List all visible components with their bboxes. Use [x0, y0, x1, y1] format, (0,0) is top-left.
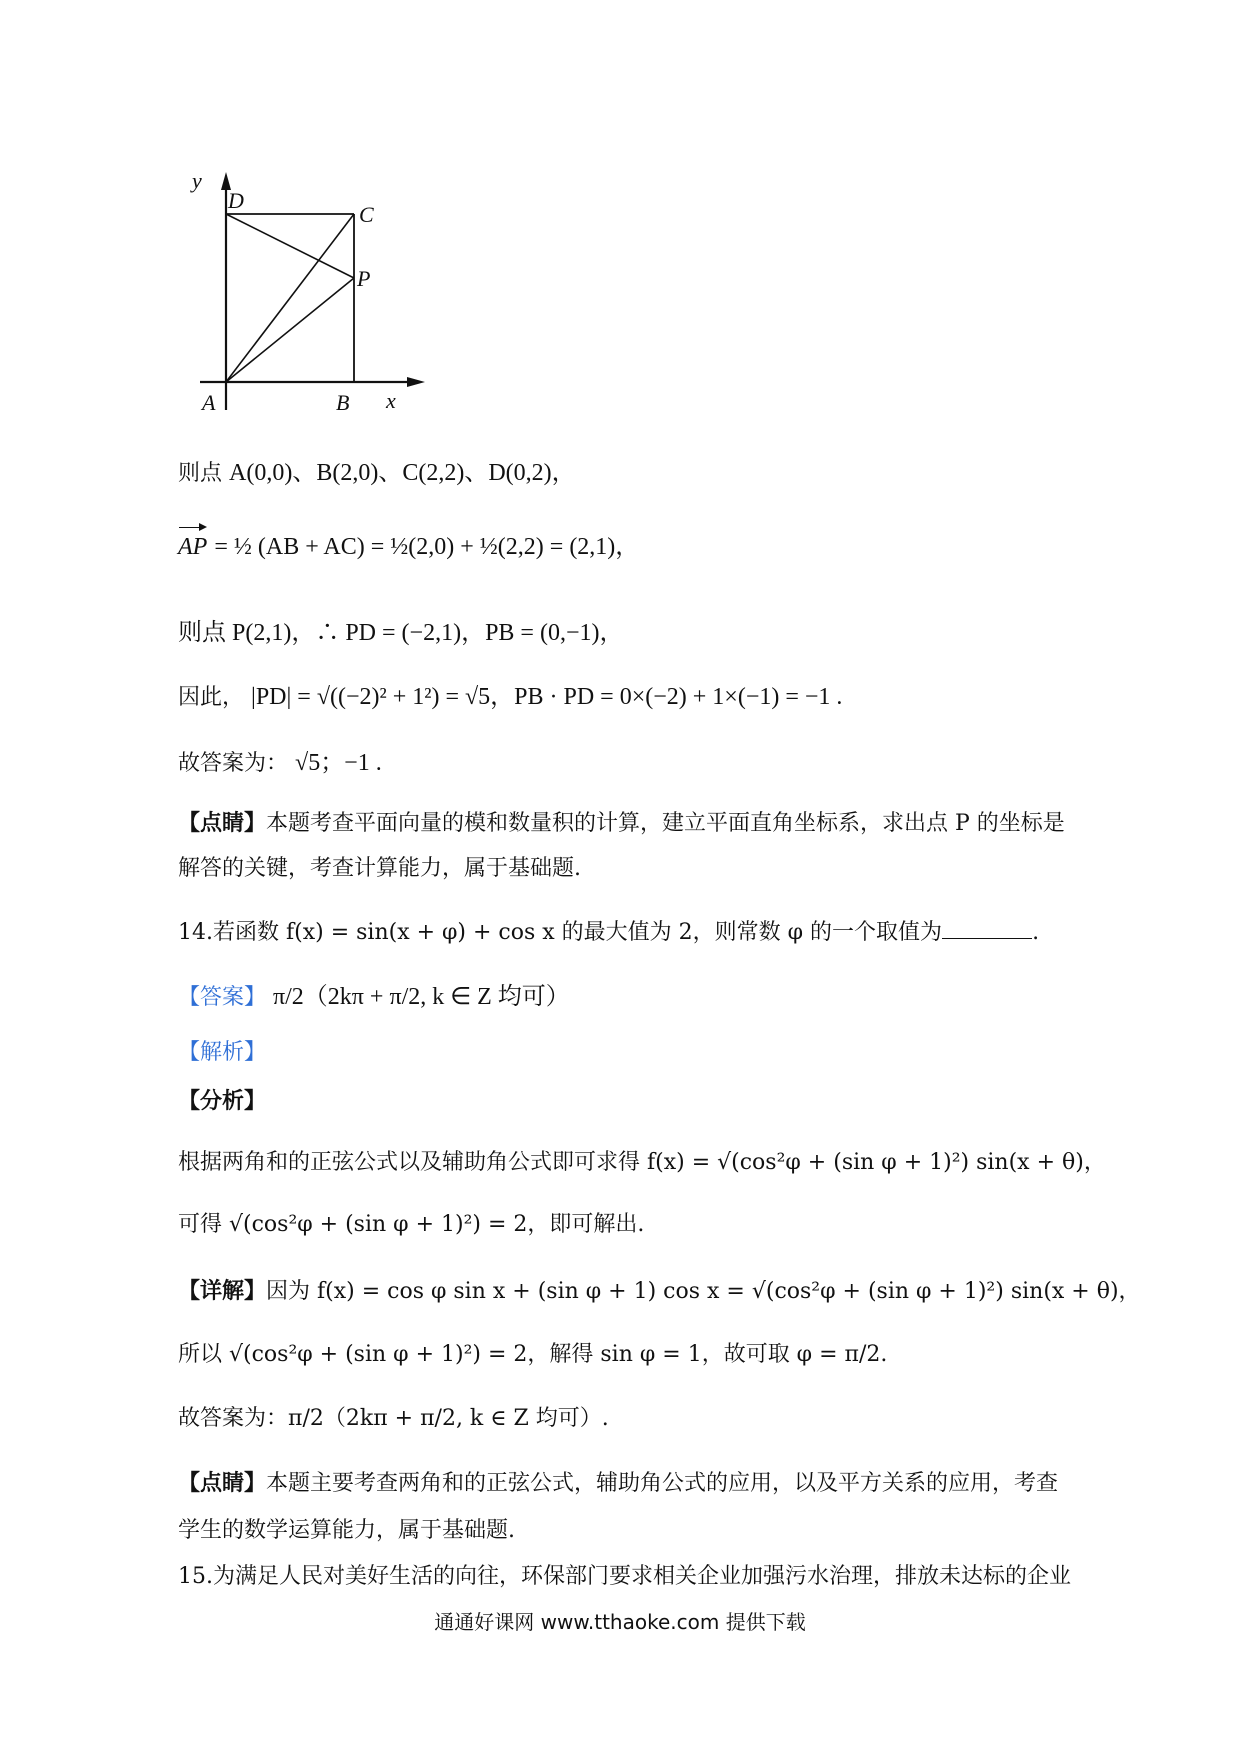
label-x: x [386, 388, 396, 413]
xiangjie-line1 [178, 1274, 1141, 1309]
points-coords: A(0,0)、B(2,0)、C(2,2)、D(0,2)， [229, 460, 576, 486]
answer-line-13 [178, 746, 1078, 781]
fenxi-text-1: 根据两角和的正弦公式以及辅助角公式即可求得 f(x) = √(cos²φ + (sin φ + 1)²) sin(x + θ)， [178, 1150, 1106, 1175]
question-14-end: . [1032, 920, 1040, 945]
vector-ap-equation: = ½ (AB + AC) = ½(2,0) + ½(2,2) = (2,1)， [214, 534, 640, 560]
answer-14-text: π/2（2kπ + π/2, k ∈ Z 均可） [273, 984, 570, 1010]
question-15 [178, 1560, 1078, 1594]
fenxi-tag: 【分析】 [178, 1088, 267, 1114]
modulus-line [178, 680, 1078, 715]
jiexi-tag: 【解析】 [178, 1040, 267, 1065]
x-axis-arrow [407, 377, 425, 387]
segment-DP [226, 214, 354, 278]
points-prefix: 则点 [178, 461, 223, 486]
fenxi-text-line2 [178, 1208, 1078, 1242]
coordinate-figure [190, 170, 440, 430]
point-p-line [178, 616, 1078, 651]
answer-blank [942, 916, 1032, 939]
question-14-text: 14.若函数 f(x) = sin(x + φ) + cos x 的最大值为 2，则常数 φ 的一个取值为 [178, 920, 943, 945]
xiangjie-tag: 【详解】 [178, 1278, 267, 1304]
square-diagram [190, 170, 440, 430]
segment-AP [226, 278, 354, 382]
dianjing-14-text-1: 本题主要考查两角和的正弦公式，辅助角公式的应用，以及平方关系的应用，考查 [266, 1471, 1059, 1496]
jiexi-line [178, 1036, 1078, 1070]
dianjing-13-line2 [178, 852, 1078, 886]
question-15-text: 15.为满足人民对美好生活的向往，环保部门要求相关企业加强污水治理，排放未达标的企业 [178, 1564, 1071, 1589]
points-line [178, 456, 1078, 491]
answer-14-final-text: 故答案为：π/2（2kπ + π/2, k ∈ Z 均可）. [178, 1406, 609, 1431]
xiangjie-text-2: 所以 √(cos²φ + (sin φ + 1)²) = 2，解得 sin φ = 1，故可取 φ = π/2. [178, 1342, 888, 1367]
answer-math-13: √5；−1 . [295, 750, 382, 776]
dianjing-tag-2: 【点睛】 [178, 1470, 267, 1496]
label-C: C [359, 202, 374, 227]
answer-prefix-13: 故答案为： [178, 751, 289, 776]
xiangjie-text-1: 因为 f(x) = cos φ sin x + (sin φ + 1) cos x = √(cos²φ + (sin φ + 1)²) sin(x + θ)， [266, 1279, 1141, 1304]
label-D: D [228, 188, 244, 213]
label-B: B [336, 390, 350, 415]
dianjing-text-1: 本题考查平面向量的模和数量积的计算，建立平面直角坐标系，求出点 P 的坐标是 [266, 811, 1065, 836]
modulus-prefix: 因此， [178, 685, 245, 710]
modulus-math: |PD| = √((−2)² + 1²) = √5，PB · PD = 0×(−2) + 1×(−1) = −1 . [251, 684, 843, 710]
vector-ap: AP [178, 530, 207, 564]
fenxi-text-line1 [178, 1146, 1106, 1180]
question-14 [178, 916, 1078, 950]
dianjing-13-line1 [178, 806, 1078, 841]
answer-14-line [178, 980, 1078, 1015]
dianjing-14-line2 [178, 1514, 1078, 1548]
page-footer: 通通好课网 www.tthaoke.com 提供下载 [434, 1610, 806, 1634]
xiangjie-line2 [178, 1338, 1078, 1372]
label-A: A [202, 390, 216, 415]
segment-AC [226, 214, 354, 382]
point-p-text: 则点 P(2,1)，∴ PD = (−2,1)，PB = (0,−1)， [178, 620, 624, 646]
label-P: P [357, 266, 371, 291]
fenxi-line [178, 1084, 1078, 1119]
vector-ap-line [178, 530, 1078, 565]
dianjing-text-2: 解答的关键，考查计算能力，属于基础题. [178, 856, 581, 881]
dianjing-tag: 【点睛】 [178, 810, 267, 836]
label-y: y [192, 170, 202, 193]
answer-14-final [178, 1402, 1078, 1436]
dianjing-14-line1 [178, 1466, 1078, 1501]
dianjing-14-text-2: 学生的数学运算能力，属于基础题. [178, 1518, 515, 1543]
answer-tag: 【答案】 [178, 985, 267, 1010]
fenxi-text-2: 可得 √(cos²φ + (sin φ + 1)²) = 2，即可解出. [178, 1212, 645, 1237]
